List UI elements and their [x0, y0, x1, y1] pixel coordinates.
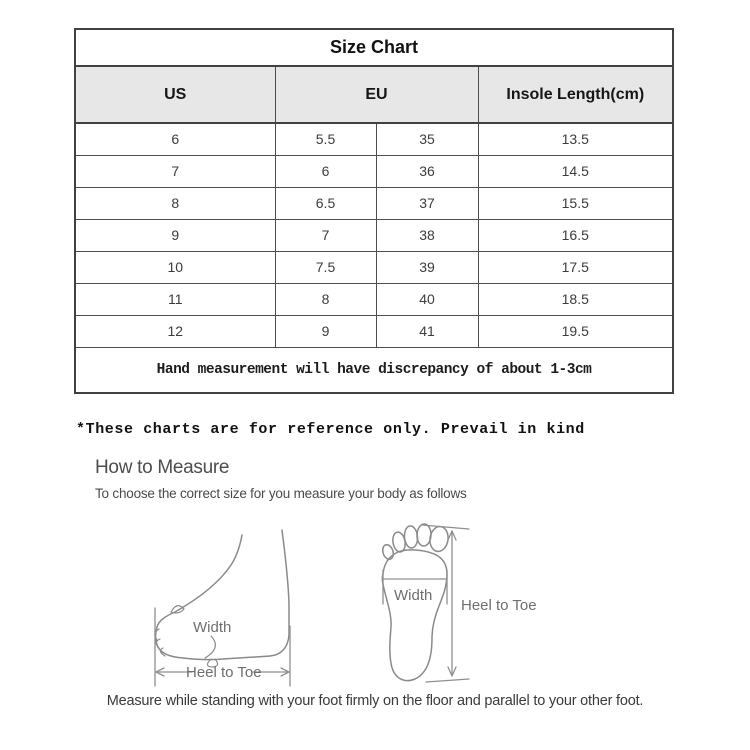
side-foot-diagram	[155, 530, 290, 686]
foot-measurement-diagram	[145, 508, 615, 698]
eu-size-cell: 6.5	[275, 187, 376, 219]
insole-length-cell: 17.5	[478, 251, 673, 283]
eu-size-cell: 8	[275, 283, 376, 315]
eu-size-cell: 7	[275, 219, 376, 251]
footprint-width-label: Width	[394, 587, 433, 604]
side-foot-width-label: Width	[193, 619, 232, 636]
chart-title: Size Chart	[75, 29, 673, 66]
column-header-us: US	[75, 66, 275, 123]
table-row	[75, 29, 673, 66]
us-size-cell: 6	[75, 123, 275, 155]
insole-length-cell: 16.5	[478, 219, 673, 251]
eu-size-cell: 35	[376, 123, 478, 155]
footprint-diagram	[381, 524, 537, 682]
eu-size-cell: 9	[275, 315, 376, 347]
reference-note: *These charts are for reference only. Prevail in kind	[76, 421, 585, 438]
insole-length-cell: 14.5	[478, 155, 673, 187]
column-header-insole: Insole Length(cm)	[478, 66, 673, 123]
us-size-cell: 10	[75, 251, 275, 283]
insole-length-cell: 13.5	[478, 123, 673, 155]
eu-size-cell: 5.5	[275, 123, 376, 155]
measure-caption: Measure while standing with your foot firmly on the floor and parallel to your other foot.	[106, 693, 644, 709]
footprint-heel-to-toe-label: Heel to Toe	[461, 597, 537, 614]
us-size-cell: 9	[75, 219, 275, 251]
eu-size-cell: 39	[376, 251, 478, 283]
table-row	[75, 315, 673, 347]
eu-size-cell: 38	[376, 219, 478, 251]
table-row	[75, 251, 673, 283]
table-row	[75, 219, 673, 251]
how-to-measure-heading: How to Measure	[95, 457, 230, 478]
eu-size-cell: 36	[376, 155, 478, 187]
eu-size-cell: 40	[376, 283, 478, 315]
eu-size-cell: 7.5	[275, 251, 376, 283]
us-size-cell: 11	[75, 283, 275, 315]
eu-size-cell: 6	[275, 155, 376, 187]
eu-size-cell: 41	[376, 315, 478, 347]
table-footnote-row	[75, 347, 673, 393]
size-chart-table	[74, 28, 672, 394]
us-size-cell: 8	[75, 187, 275, 219]
table-row	[75, 123, 673, 155]
eu-size-cell: 37	[376, 187, 478, 219]
table-row	[75, 283, 673, 315]
side-foot-heel-to-toe-label: Heel to Toe	[186, 664, 262, 681]
us-size-cell: 7	[75, 155, 275, 187]
insole-length-cell: 15.5	[478, 187, 673, 219]
table-footnote: Hand measurement will have discrepancy of about 1-3cm	[75, 347, 673, 393]
column-header-eu: EU	[275, 66, 478, 123]
table-row	[75, 187, 673, 219]
table-header-row	[75, 66, 673, 123]
how-to-measure-subheading: To choose the correct size for you measure your body as follows	[95, 486, 467, 501]
us-size-cell: 12	[75, 315, 275, 347]
insole-length-cell: 18.5	[478, 283, 673, 315]
table-row	[75, 155, 673, 187]
insole-length-cell: 19.5	[478, 315, 673, 347]
